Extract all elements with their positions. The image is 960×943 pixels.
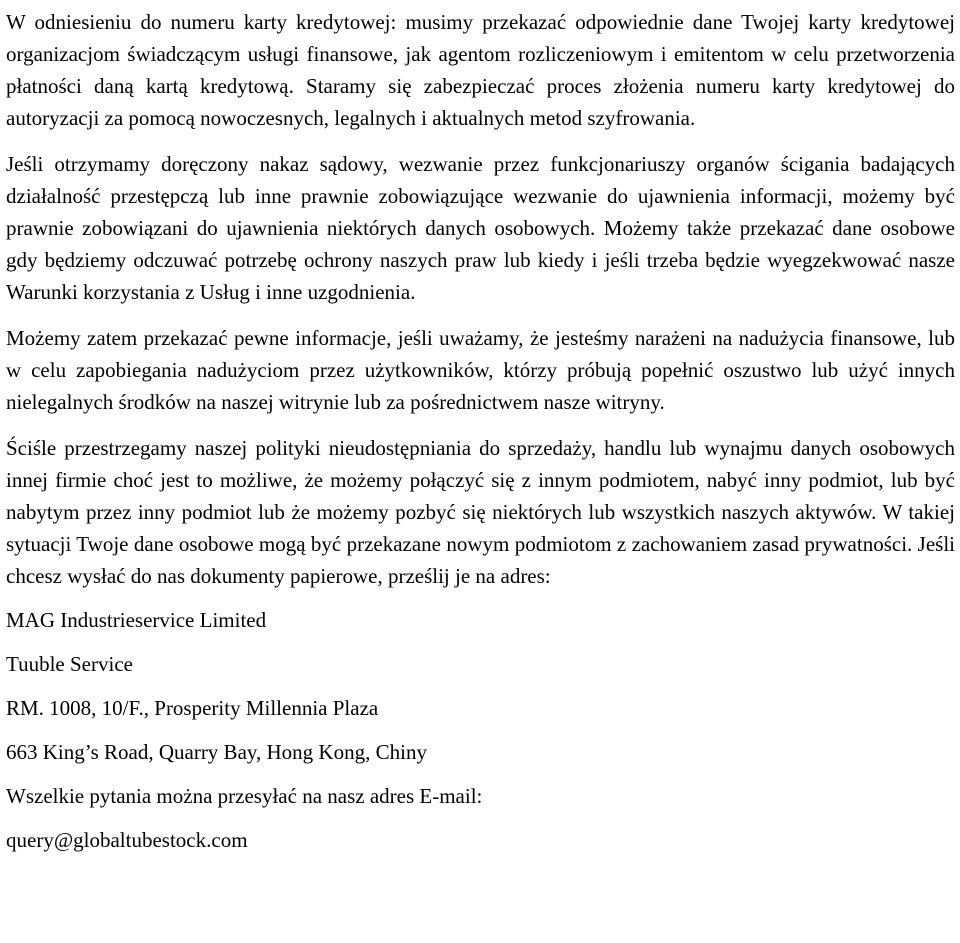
email-address[interactable]: query@globaltubestock.com xyxy=(6,828,248,852)
paragraph-legal-disclosure: Jeśli otrzymamy doręczony nakaz sądowy, wezwanie przez funkcjonariuszy organów ścigania badających działalność przestępczą lub inne prawnie zobowiązujące wezwanie do ujawnienia informacji, możemy być prawnie zobowiązani do ujawnienia niektórych danych osobowych. Możemy także przekazać dane osobowe gdy będziemy odczuwać potrzebę ochrony naszych praw lub kiedy i jeśli trzeba będzie wyegzekwować nasze Warunki korzystania z Usług i inne uzgodnienia. xyxy=(6,152,955,304)
address-line-street: 663 King’s Road, Quarry Bay, Hong Kong, Chiny xyxy=(6,740,427,764)
paragraph-credit-card: W odniesieniu do numeru karty kredytowej: musimy przekazać odpowiednie dane Twojej karty kredytowej organizacjom świadczącym usługi finansowe, jak agentom rozliczeniowym i emitentom w celu przetworzenia płatności daną kartą kredytową. Staramy się zabezpieczać proces złożenia numeru karty kredytowej do autoryzacji za pomocą nowoczesnych, legalnych i aktualnych metod szyfrowania. xyxy=(6,10,955,130)
address-line-company: MAG Industrieservice Limited xyxy=(6,608,267,632)
email-prompt: Wszelkie pytania można przesyłać na nasz adres E-mail: xyxy=(6,784,483,808)
address-line-service: Tuuble Service xyxy=(6,652,133,676)
document-page xyxy=(6,6,955,856)
postal-address xyxy=(6,604,955,780)
paragraph-fraud-prevention: Możemy zatem przekazać pewne informacje, jeśli uważamy, że jesteśmy narażeni na nadużycia finansowe, lub w celu zapobiegania nadużyciom przez użytkowników, którzy próbują popełnić oszustwo lub użyć innych nielegalnych środków na naszej witrynie lub za pośrednictwem nasze witryny. xyxy=(6,326,955,414)
paragraph-data-sharing-policy: Ściśle przestrzegamy naszej polityki nieudostępniania do sprzedaży, handlu lub wynajmu danych osobowych innej firmie choć jest to możliwe, że możemy połączyć się z innym podmiotem, nabyć inny podmiot, lub być nabytym przez inny podmiot lub że możemy pozbyć się niektórych lub wszystkich naszych aktywów. W takiej sytuacji Twoje dane osobowe mogą być przekazane nowym podmiotom z zachowaniem zasad prywatności. Jeśli chcesz wysłać do nas dokumenty papierowe, prześlij je na adres: xyxy=(6,436,955,588)
address-line-room: RM. 1008, 10/F., Prosperity Millennia Plaza xyxy=(6,696,379,720)
